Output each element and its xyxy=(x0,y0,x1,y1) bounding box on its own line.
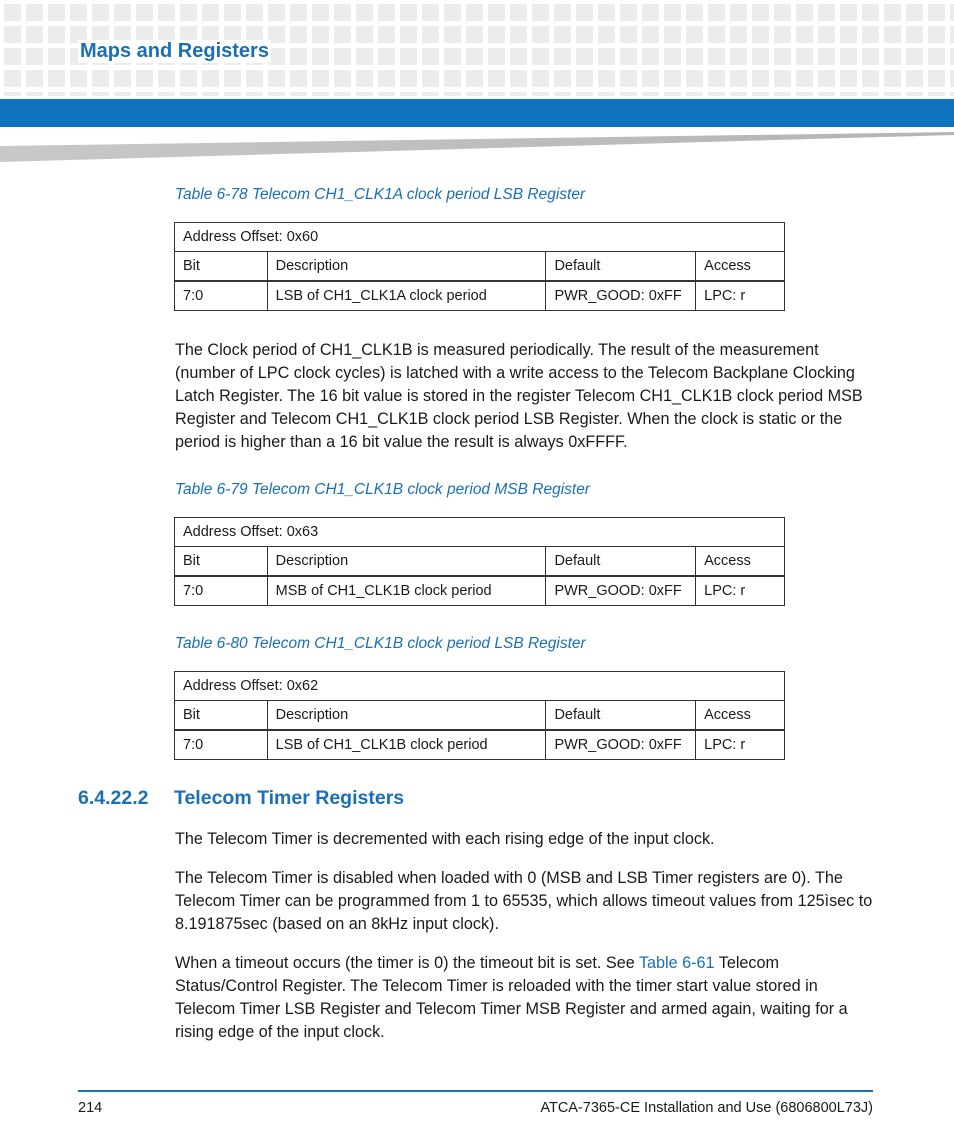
pattern-cell xyxy=(510,26,527,43)
page-number: 214 xyxy=(78,1100,103,1116)
pattern-cell xyxy=(400,92,417,96)
pattern-cell xyxy=(422,26,439,43)
pattern-cell xyxy=(422,92,439,96)
col-header-default: Default xyxy=(546,252,696,282)
pattern-cell xyxy=(796,48,813,65)
pattern-cell xyxy=(620,4,637,21)
pattern-cell xyxy=(488,26,505,43)
pattern-cell xyxy=(576,4,593,21)
pattern-cell xyxy=(136,70,153,87)
pattern-cell xyxy=(642,48,659,65)
pattern-cell xyxy=(730,70,747,87)
pattern-cell xyxy=(312,92,329,96)
pattern-cell xyxy=(400,48,417,65)
col-header-description: Description xyxy=(267,252,546,282)
pattern-cell xyxy=(246,92,263,96)
body-paragraph-3: The Telecom Timer is disabled when loaded with 0 (MSB and LSB Timer registers are 0). The Telecom Timer can be programmed from 1 to 65535, which allows timeout values from 125ìsec to 8.191875sec (based on an 8kHz input clock). xyxy=(175,869,873,933)
pattern-cell xyxy=(664,92,681,96)
pattern-cell xyxy=(356,26,373,43)
pattern-cell xyxy=(26,70,43,87)
pattern-cell xyxy=(290,48,307,65)
pattern-cell xyxy=(312,70,329,87)
pattern-cell xyxy=(488,92,505,96)
pattern-cell xyxy=(862,26,879,43)
pattern-cell xyxy=(576,26,593,43)
pattern-cell xyxy=(884,92,901,96)
pattern-cell xyxy=(422,4,439,21)
pattern-cell xyxy=(466,92,483,96)
pattern-cell xyxy=(202,92,219,96)
pattern-cell xyxy=(620,70,637,87)
pattern-cell xyxy=(532,26,549,43)
pattern-cell xyxy=(92,70,109,87)
pattern-cell xyxy=(4,70,21,87)
cell-access: LPC: r xyxy=(696,281,785,311)
pattern-cell xyxy=(114,4,131,21)
pattern-cell xyxy=(774,48,791,65)
pattern-cell xyxy=(598,48,615,65)
pattern-cell xyxy=(356,4,373,21)
pattern-cell xyxy=(950,92,954,96)
pattern-cell xyxy=(224,70,241,87)
col-header-description: Description xyxy=(267,547,546,577)
pattern-cell xyxy=(356,92,373,96)
pattern-cell xyxy=(4,92,21,96)
pattern-cell xyxy=(180,4,197,21)
col-header-access: Access xyxy=(696,547,785,577)
pattern-cell xyxy=(708,48,725,65)
pattern-cell xyxy=(26,48,43,65)
pattern-cell xyxy=(268,4,285,21)
pattern-cell xyxy=(4,48,21,65)
pattern-cell xyxy=(928,92,945,96)
pattern-cell xyxy=(444,92,461,96)
pattern-cell xyxy=(884,70,901,87)
pattern-cell xyxy=(378,4,395,21)
pattern-cell xyxy=(818,92,835,96)
pattern-cell xyxy=(884,4,901,21)
cell-default: PWR_GOOD: 0xFF xyxy=(546,730,696,760)
table-caption-80: Table 6-80 Telecom CH1_CLK1B clock period LSB Register xyxy=(175,635,586,652)
pattern-cell xyxy=(884,26,901,43)
pattern-cell xyxy=(48,48,65,65)
cell-bit: 7:0 xyxy=(175,730,268,760)
pattern-cell xyxy=(48,70,65,87)
pattern-cell xyxy=(70,4,87,21)
paragraph-text: Telecom Status/Control Register. The Telecom Timer is reloaded with the timer start value stored in Telecom Timer LSB Register and Telecom Timer MSB Register and armed again, waiting for a rising edge of the input clock. xyxy=(175,954,848,1041)
table-6-61-link[interactable]: Table 6-61 xyxy=(638,954,715,972)
pattern-cell xyxy=(26,4,43,21)
pattern-cell xyxy=(950,26,954,43)
table-row xyxy=(175,281,785,311)
body-paragraph-4 xyxy=(175,952,875,1044)
pattern-cell xyxy=(334,92,351,96)
pattern-cell xyxy=(818,4,835,21)
pattern-cell xyxy=(246,4,263,21)
pattern-cell xyxy=(554,92,571,96)
col-header-default: Default xyxy=(546,701,696,731)
pattern-cell xyxy=(576,70,593,87)
subsection-heading xyxy=(78,787,404,810)
paragraph-text: When a timeout occurs (the timer is 0) the timeout bit is set. See xyxy=(175,954,639,972)
cell-access: LPC: r xyxy=(696,576,785,606)
pattern-cell xyxy=(862,48,879,65)
pattern-cell xyxy=(268,70,285,87)
table-caption-78: Table 6-78 Telecom CH1_CLK1A clock period LSB Register xyxy=(175,186,586,203)
pattern-cell xyxy=(488,4,505,21)
cell-description: MSB of CH1_CLK1B clock period xyxy=(267,576,546,606)
pattern-cell xyxy=(730,4,747,21)
register-table-78 xyxy=(174,222,785,311)
document-title: ATCA-7365-CE Installation and Use (6806800L73J) xyxy=(540,1100,873,1116)
pattern-cell xyxy=(642,92,659,96)
pattern-cell xyxy=(158,4,175,21)
address-offset: Address Offset: 0x63 xyxy=(175,518,785,547)
cell-bit: 7:0 xyxy=(175,576,268,606)
pattern-cell xyxy=(202,70,219,87)
pattern-cell xyxy=(4,26,21,43)
pattern-cell xyxy=(532,70,549,87)
pattern-cell xyxy=(818,48,835,65)
pattern-cell xyxy=(686,92,703,96)
pattern-cell xyxy=(26,92,43,96)
pattern-cell xyxy=(290,26,307,43)
pattern-cell xyxy=(664,26,681,43)
pattern-cell xyxy=(70,92,87,96)
pattern-cell xyxy=(202,4,219,21)
cell-description: LSB of CH1_CLK1B clock period xyxy=(267,730,546,760)
pattern-cell xyxy=(444,26,461,43)
pattern-cell xyxy=(598,92,615,96)
pattern-cell xyxy=(312,26,329,43)
pattern-cell xyxy=(378,92,395,96)
pattern-cell xyxy=(906,48,923,65)
pattern-cell xyxy=(906,92,923,96)
col-header-bit: Bit xyxy=(175,701,268,731)
pattern-cell xyxy=(840,70,857,87)
pattern-cell xyxy=(664,48,681,65)
cell-description: LSB of CH1_CLK1A clock period xyxy=(267,281,546,311)
pattern-cell xyxy=(488,48,505,65)
pattern-cell xyxy=(334,70,351,87)
pattern-cell xyxy=(730,48,747,65)
pattern-cell xyxy=(466,70,483,87)
cell-default: PWR_GOOD: 0xFF xyxy=(546,281,696,311)
pattern-cell xyxy=(400,4,417,21)
pattern-cell xyxy=(444,48,461,65)
pattern-cell xyxy=(224,92,241,96)
pattern-cell xyxy=(752,92,769,96)
register-table-79 xyxy=(174,517,785,606)
col-header-description: Description xyxy=(267,701,546,731)
pattern-cell xyxy=(92,92,109,96)
pattern-cell xyxy=(136,4,153,21)
pattern-cell xyxy=(422,70,439,87)
pattern-cell xyxy=(752,26,769,43)
address-offset: Address Offset: 0x60 xyxy=(175,223,785,252)
pattern-cell xyxy=(818,26,835,43)
pattern-cell xyxy=(510,48,527,65)
pattern-cell xyxy=(180,92,197,96)
pattern-cell xyxy=(928,70,945,87)
pattern-cell xyxy=(664,70,681,87)
pattern-cell xyxy=(378,26,395,43)
pattern-cell xyxy=(312,4,329,21)
pattern-cell xyxy=(686,4,703,21)
pattern-cell xyxy=(268,92,285,96)
pattern-cell xyxy=(686,48,703,65)
pattern-cell xyxy=(906,26,923,43)
pattern-cell xyxy=(950,48,954,65)
pattern-cell xyxy=(334,26,351,43)
pattern-cell xyxy=(928,4,945,21)
pattern-cell xyxy=(774,4,791,21)
pattern-cell xyxy=(334,48,351,65)
pattern-cell xyxy=(356,70,373,87)
col-header-bit: Bit xyxy=(175,547,268,577)
pattern-cell xyxy=(620,26,637,43)
pattern-cell xyxy=(620,92,637,96)
section-title: Maps and Registers xyxy=(80,40,269,62)
pattern-cell xyxy=(532,48,549,65)
pattern-cell xyxy=(48,92,65,96)
pattern-cell xyxy=(708,70,725,87)
pattern-cell xyxy=(554,48,571,65)
pattern-cell xyxy=(686,26,703,43)
address-offset: Address Offset: 0x62 xyxy=(175,672,785,701)
pattern-cell xyxy=(554,70,571,87)
pattern-cell xyxy=(26,26,43,43)
pattern-cell xyxy=(928,26,945,43)
pattern-cell xyxy=(862,70,879,87)
pattern-cell xyxy=(950,4,954,21)
pattern-cell xyxy=(400,70,417,87)
pattern-cell xyxy=(92,4,109,21)
pattern-cell xyxy=(642,70,659,87)
pattern-cell xyxy=(796,70,813,87)
pattern-cell xyxy=(840,4,857,21)
pattern-cell xyxy=(708,92,725,96)
pattern-cell xyxy=(224,4,241,21)
pattern-cell xyxy=(48,26,65,43)
pattern-cell xyxy=(444,70,461,87)
pattern-cell xyxy=(862,92,879,96)
pattern-cell xyxy=(730,26,747,43)
col-header-default: Default xyxy=(546,547,696,577)
pattern-cell xyxy=(774,92,791,96)
footer-rule xyxy=(78,1090,873,1092)
body-paragraph-1: The Clock period of CH1_CLK1B is measured periodically. The result of the measurement (number of LPC clock cycles) is latched with a write access to the Telecom Backplane Clocking Latch Register. The 16 bit value is stored in the register Telecom CH1_CLK1B clock period MSB Register and Telecom CH1_CLK1B clock period LSB Register. When the clock is static or the period is higher than a 16 bit value the result is always 0xFFFF. xyxy=(175,341,863,451)
pattern-cell xyxy=(840,92,857,96)
pattern-cell xyxy=(752,4,769,21)
pattern-cell xyxy=(114,70,131,87)
col-header-bit: Bit xyxy=(175,252,268,282)
pattern-cell xyxy=(422,48,439,65)
pattern-cell xyxy=(598,26,615,43)
pattern-cell xyxy=(290,4,307,21)
header-bar xyxy=(0,99,954,127)
subsection-number: 6.4.22.2 xyxy=(78,787,149,809)
pattern-cell xyxy=(334,4,351,21)
register-table-80 xyxy=(174,671,785,760)
pattern-cell xyxy=(840,26,857,43)
pattern-cell xyxy=(114,92,131,96)
pattern-cell xyxy=(642,4,659,21)
table-caption-79: Table 6-79 Telecom CH1_CLK1B clock period MSB Register xyxy=(175,481,590,498)
cell-bit: 7:0 xyxy=(175,281,268,311)
pattern-cell xyxy=(796,92,813,96)
pattern-cell xyxy=(554,26,571,43)
pattern-cell xyxy=(312,48,329,65)
pattern-cell xyxy=(752,48,769,65)
pattern-cell xyxy=(290,92,307,96)
pattern-cell xyxy=(840,48,857,65)
pattern-cell xyxy=(510,70,527,87)
pattern-cell xyxy=(290,70,307,87)
pattern-cell xyxy=(598,4,615,21)
col-header-access: Access xyxy=(696,252,785,282)
pattern-cell xyxy=(70,70,87,87)
pattern-cell xyxy=(796,26,813,43)
cell-access: LPC: r xyxy=(696,730,785,760)
pattern-cell xyxy=(510,92,527,96)
pattern-cell xyxy=(356,48,373,65)
pattern-cell xyxy=(466,48,483,65)
cell-default: PWR_GOOD: 0xFF xyxy=(546,576,696,606)
pattern-cell xyxy=(862,4,879,21)
pattern-cell xyxy=(246,70,263,87)
table-row xyxy=(175,730,785,760)
pattern-cell xyxy=(136,92,153,96)
pattern-cell xyxy=(796,4,813,21)
pattern-cell xyxy=(598,70,615,87)
pattern-cell xyxy=(400,26,417,43)
pattern-cell xyxy=(950,70,954,87)
pattern-cell xyxy=(642,26,659,43)
pattern-cell xyxy=(158,92,175,96)
pattern-cell xyxy=(884,48,901,65)
pattern-cell xyxy=(928,48,945,65)
pattern-cell xyxy=(664,4,681,21)
pattern-cell xyxy=(708,4,725,21)
pattern-cell xyxy=(4,4,21,21)
pattern-cell xyxy=(818,70,835,87)
pattern-cell xyxy=(620,48,637,65)
pattern-cell xyxy=(576,48,593,65)
pattern-cell xyxy=(752,70,769,87)
pattern-cell xyxy=(158,70,175,87)
pattern-cell xyxy=(48,4,65,21)
subsection-title: Telecom Timer Registers xyxy=(174,787,405,809)
col-header-access: Access xyxy=(696,701,785,731)
pattern-cell xyxy=(686,70,703,87)
pattern-cell xyxy=(532,4,549,21)
pattern-cell xyxy=(554,4,571,21)
pattern-cell xyxy=(488,70,505,87)
pattern-cell xyxy=(444,4,461,21)
pattern-cell xyxy=(532,92,549,96)
pattern-cell xyxy=(730,92,747,96)
header-wedge xyxy=(0,132,954,162)
pattern-cell xyxy=(708,26,725,43)
pattern-cell xyxy=(510,4,527,21)
table-row xyxy=(175,576,785,606)
pattern-cell xyxy=(906,4,923,21)
pattern-cell xyxy=(466,26,483,43)
pattern-cell xyxy=(576,92,593,96)
body-paragraph-2: The Telecom Timer is decremented with each rising edge of the input clock. xyxy=(175,830,715,848)
pattern-cell xyxy=(774,70,791,87)
pattern-cell xyxy=(378,70,395,87)
pattern-cell xyxy=(774,26,791,43)
pattern-cell xyxy=(906,70,923,87)
pattern-cell xyxy=(378,48,395,65)
pattern-cell xyxy=(466,4,483,21)
pattern-cell xyxy=(180,70,197,87)
